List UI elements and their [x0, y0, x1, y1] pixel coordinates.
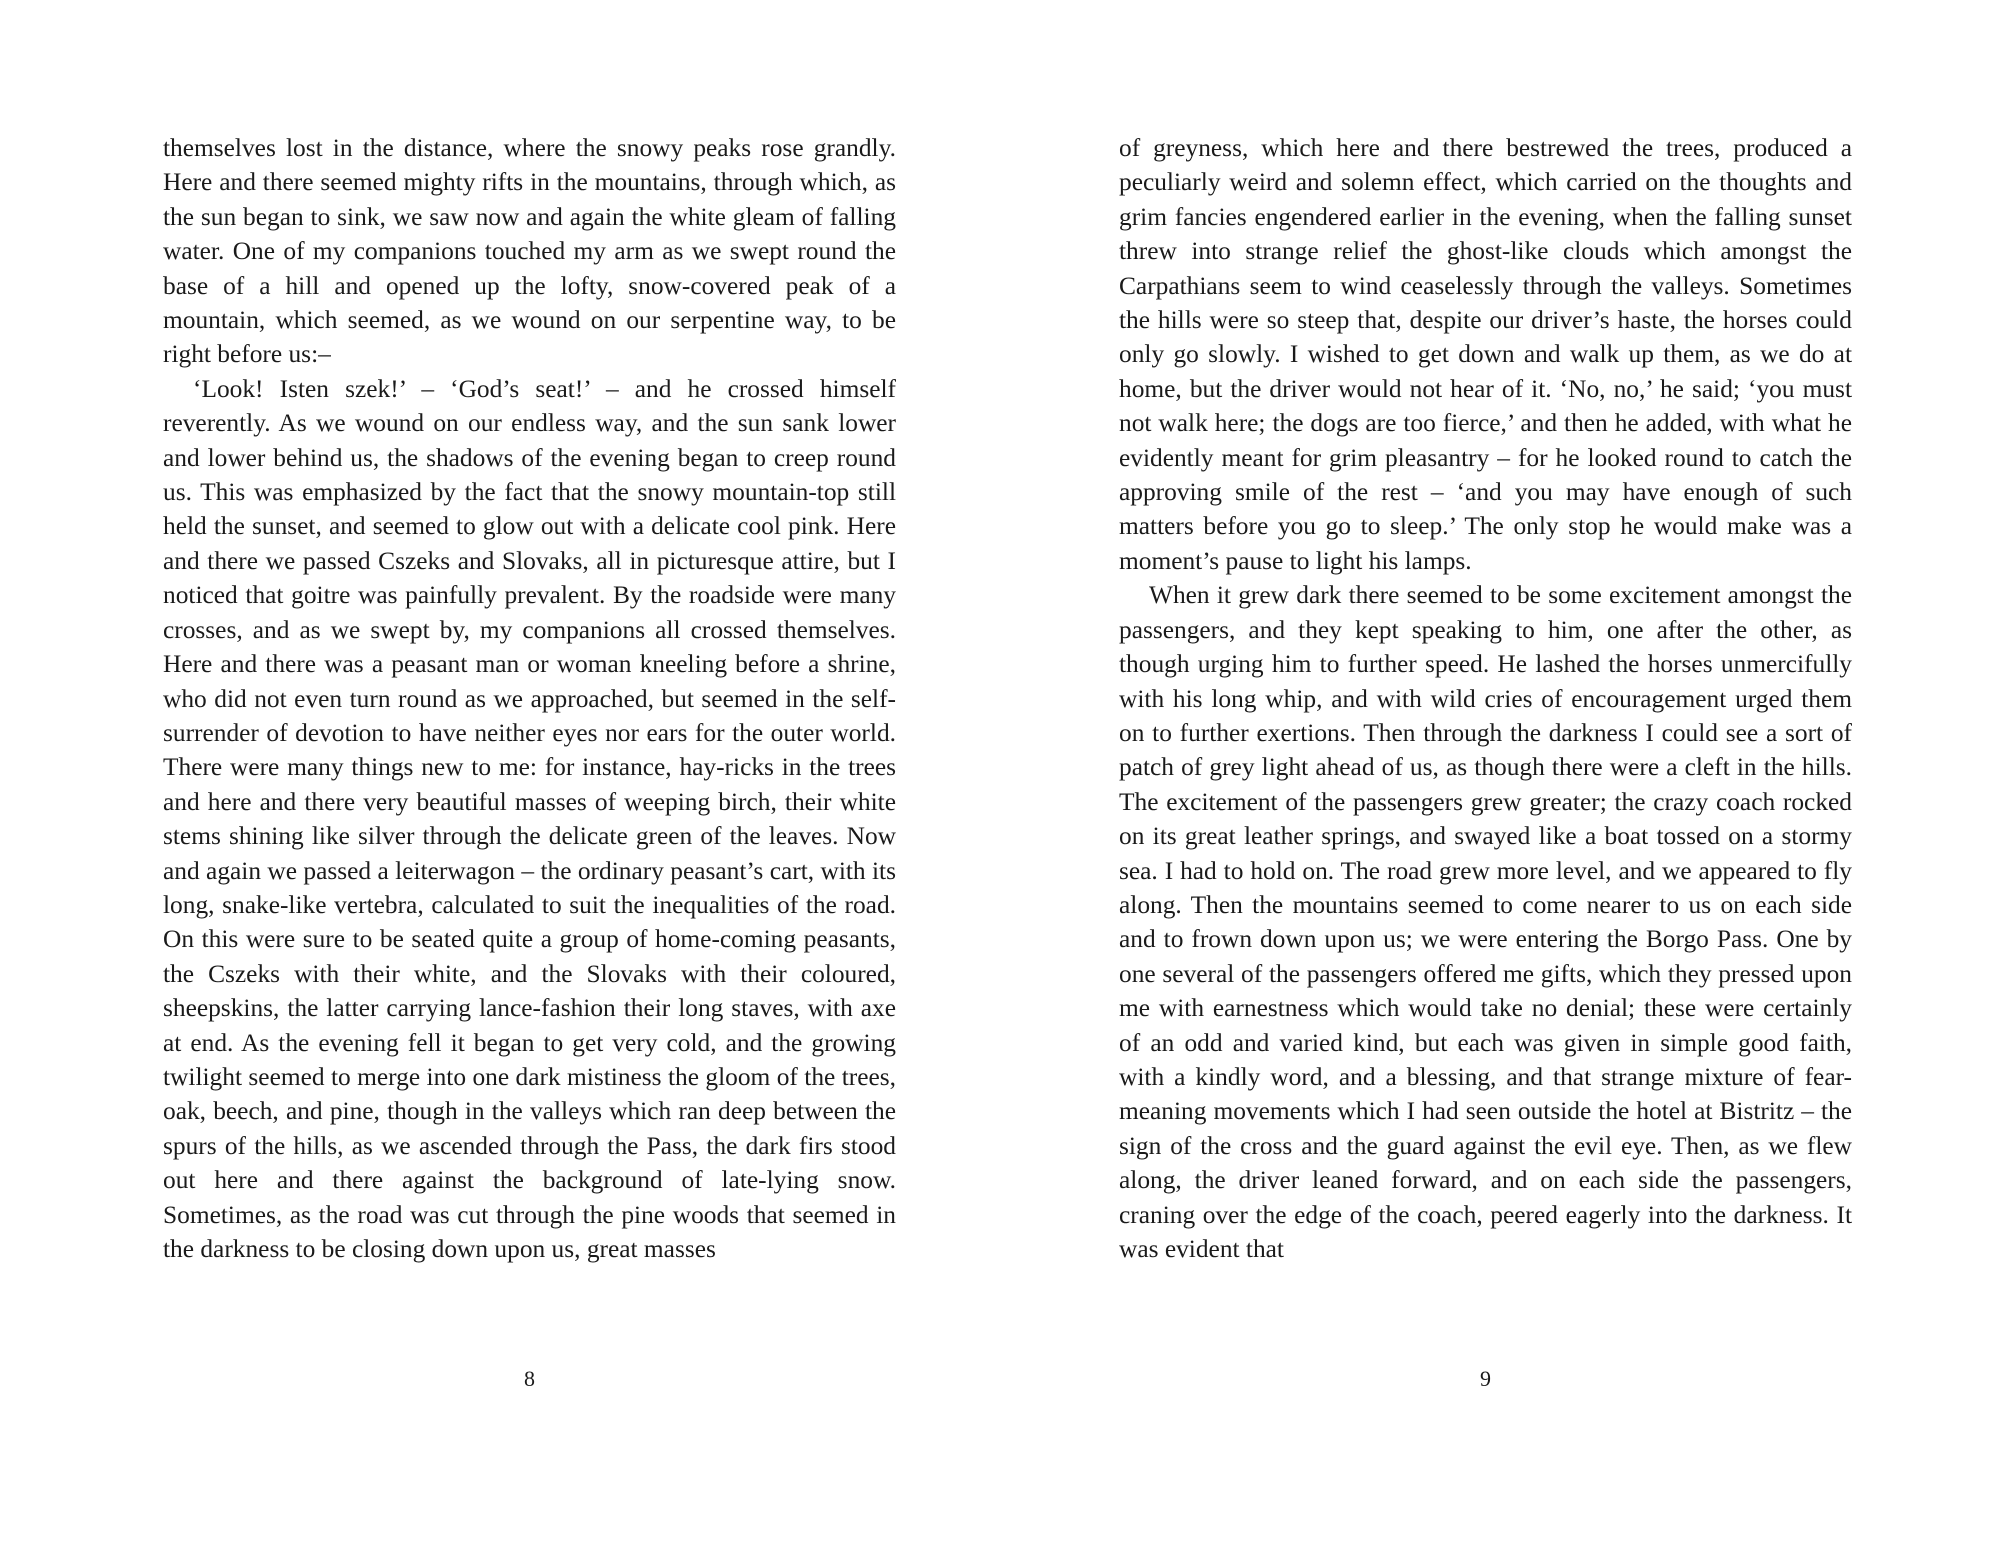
left-paragraph: ‘Look! Isten szek!’ – ‘God’s seat!’ – and he crossed himself reverently. As we wound on our endless way, and the sun sank lower and lower behind us, the shadows of the evening began to creep round us. This was emphasized by the fact that the snowy mountain-top still held the sunset, and seemed to glow out with a delicate cool pink. Here and there we passed Cszeks and Slovaks, all in picturesque attire, but I noticed that goitre was painfully prevalent. By the roadside were many crosses, and as we swept by, my companions all crossed themselves. Here and there was a peasant man or woman kneeling before a shrine, who did not even turn round as we approached, but seemed in the self-surrender of devotion to have neither eyes nor ears for the outer world. There were many things new to me: for instance, hay-ricks in the trees and here and there very beautiful masses of weeping birch, their white stems shining like silver through the delicate green of the leaves. Now and again we passed a leiterwagon – the ordinary peasant’s cart, with its long, snake-like vertebra, calculated to suit the inequalities of the road. On this were sure to be seated quite a group of home-coming peasants, the Cszeks with their white, and the Slovaks with their coloured, sheepskins, the latter carrying lance-fashion their long staves, with axe at end. As the evening fell it began to get very cold, and the growing twilight seemed to merge into one dark mistiness the gloom of the trees, oak, beech, and pine, though in the valleys which ran deep between the spurs of the hills, as we ascended through the Pass, the dark firs stood out here and there against the background of late-lying snow. Sometimes, as the road was cut through the pine woods that seemed in the darkness to be closing down upon us, great masses — [163, 374, 896, 1263]
right-page — [1119, 131, 1852, 1391]
page-number: 9 — [1480, 1366, 1491, 1391]
left-paragraph-continued: themselves lost in the distance, where the snowy peaks rose grandly. Here and there seemed mighty rifts in the mountains, through which, as the sun began to sink, we saw now and again the white gleam of falling water. One of my companions touched my arm as we swept round the base of a hill and opened up the lofty, snow-covered peak of a mountain, which seemed, as we wound on our serpentine way, to be right before us:– — [163, 134, 896, 369]
left-page-body — [163, 131, 896, 1348]
page-number: 8 — [524, 1366, 535, 1391]
right-paragraph: When it grew dark there seemed to be some excitement amongst the passengers, and they kept speaking to him, one after the other, as though urging him to further speed. He lashed the horses unmercifully with his long whip, and with wild cries of encouragement urged them on to further exertions. Then through the darkness I could see a sort of patch of grey light ahead of us, as though there were a cleft in the hills. The excitement of the passengers grew greater; the crazy coach rocked on its great leather springs, and swayed like a boat tossed on a stormy sea. I had to hold on. The road grew more level, and we appeared to fly along. Then the mountains seemed to come nearer to us on each side and to frown down upon us; we were entering the Borgo Pass. One by one several of the passengers offered me gifts, which they pressed upon me with earnestness which would take no denial; these were certainly of an odd and varied kind, but each was given in simple good faith, with a kindly word, and a blessing, and that strange mixture of fear-meaning movements which I had seen outside the hotel at Bistritz – the sign of the cross and the guard against the evil eye. Then, as we flew along, the driver leaned forward, and on each side the passengers, craning over the edge of the coach, peered eagerly into the darkness. It was evident that — [1119, 581, 1852, 1263]
right-page-body — [1119, 131, 1852, 1348]
right-paragraph-continued: of greyness, which here and there bestrewed the trees, produced a peculiarly weird and solemn effect, which carried on the thoughts and grim fancies engendered earlier in the evening, when the falling sunset threw into strange relief the ghost-like clouds which amongst the Carpathians seem to wind ceaselessly through the valleys. Sometimes the hills were so steep that, despite our driver’s haste, the horses could only go slowly. I wished to get down and walk up them, as we do at home, but the driver would not hear of it. ‘No, no,’ he said; ‘you must not walk here; the dogs are too fierce,’ and then he added, with what he evidently meant for grim pleasantry – for he looked round to catch the approving smile of the rest – ‘and you may have enough of such matters before you go to sleep.’ The only stop he would make was a moment’s pause to light his lamps. — [1119, 134, 1852, 575]
left-page — [163, 131, 896, 1391]
